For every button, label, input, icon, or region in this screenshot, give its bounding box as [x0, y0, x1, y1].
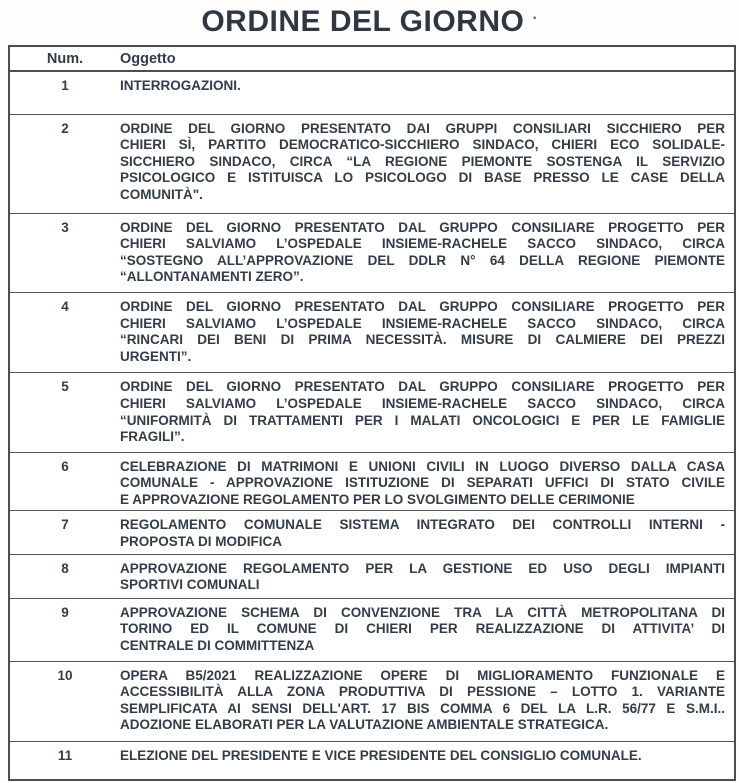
row-num: 8 — [61, 560, 69, 576]
row-text — [120, 459, 734, 509]
text-line: PROPOSTA DI MODIFICA — [120, 534, 282, 550]
table-row — [10, 214, 734, 293]
row-num: 6 — [61, 458, 69, 474]
text-line: APPROVAZIONE SCHEMA DI CONVENZIONE TRA LA CITTÀ METROPOLITANA DI — [120, 604, 725, 620]
text-line: ADOZIONE ELABORATI PER LA VALUTAZIONE AMBIENTALE STRATEGICA. — [120, 717, 609, 733]
text-line: FRAGILI”. — [120, 429, 185, 445]
text-line: ORDINE DEL GIORNO PRESENTATO DAL GRUPPO CONSILIARE PROGETTO PER — [120, 298, 725, 314]
text-line: ORDINE DEL GIORNO PRESENTATO DAL GRUPPO CONSILIARE PROGETTO PER — [120, 379, 725, 395]
text-line: CHIERI SALVIAMO L’OSPEDALE INSIEME-RACHELE SACCO SINDACO, CIRCA — [120, 395, 725, 411]
row-num: 2 — [61, 120, 69, 136]
row-num: 1 — [61, 78, 69, 93]
row-text — [120, 299, 734, 365]
table-row — [10, 555, 734, 599]
row-text — [120, 78, 734, 95]
row-text — [120, 379, 734, 445]
table-row — [10, 72, 734, 115]
text-line: “RINCARI DEI BENI DI PRIMA NECESSITÀ. MISURE DI CALMIERE DEI PREZZI — [120, 332, 725, 348]
text-line: SICCHIERO SINDACO, CIRCA “LA REGIONE PIEMONTE SOSTENGA IL SERVIZIO — [120, 153, 725, 169]
title-row — [0, 0, 739, 43]
text-line: CHIERI SALVIAMO L’OSPEDALE INSIEME-RACHELE SACCO SINDACO, CIRCA — [120, 315, 725, 331]
text-line: SPORTIVI COMUNALI — [120, 577, 260, 593]
text-line: PSICOLOGICO E ISTITUISCA LO PSICOLOGO DI BASE PRESSO LE CASE DELLA — [120, 170, 725, 186]
text-line: “ALLONTANAMENTI ZERO”. — [120, 269, 304, 285]
text-line: “UNIFORMITÀ DI TRATTAMENTI PER I MALATI ONCOLOGICI E PER LE FAMIGLIE — [120, 412, 725, 428]
text-line: CENTRALE DI COMMITTENZA — [120, 638, 315, 654]
row-num: 11 — [57, 748, 73, 763]
text-line: ORDINE DEL GIORNO PRESENTATO DAL GRUPPO CONSILIARE PROGETTO PER — [120, 219, 725, 235]
text-line: REGOLAMENTO COMUNALE SISTEMA INTEGRATO DEI CONTROLLI INTERNI - — [120, 517, 725, 533]
table-row — [10, 742, 734, 779]
table-row — [10, 293, 734, 373]
table-row — [10, 115, 734, 214]
table-row — [10, 453, 734, 512]
row-text — [120, 121, 734, 204]
header-oggetto: Oggetto — [120, 51, 176, 67]
row-num: 3 — [61, 219, 69, 235]
title-dot-mark: · — [532, 10, 538, 27]
text-line: INTERROGAZIONI. — [120, 78, 241, 93]
text-line: E APPROVAZIONE REGOLAMENTO PER LO SVOLGIMENTO DELLE CERIMONIE — [120, 491, 635, 507]
text-line: CELEBRAZIONE DI MATRIMONI E UNIONI CIVILI IN LUOGO DIVERSO DALLA CASA — [120, 458, 725, 474]
text-line: COMUNITÀ". — [120, 186, 203, 202]
row-text — [120, 605, 734, 655]
table-row — [10, 599, 734, 662]
header-num: Num. — [46, 51, 84, 67]
text-line: CHIERI SALVIAMO L’OSPEDALE INSIEME-RACHELE SACCO SINDACO, CIRCA — [120, 236, 725, 252]
text-line: ELEZIONE DEL PRESIDENTE E VICE PRESIDENTE DEL CONSIGLIO COMUNALE. — [120, 748, 642, 763]
row-text — [120, 748, 734, 765]
table-row — [10, 373, 734, 452]
row-num: 5 — [61, 379, 69, 395]
page-title: ORDINE DEL GIORNO — [201, 5, 525, 38]
text-line: OPERA B5/2021 REALIZZAZIONE OPERE DI MIGLIORAMENTO FUNZIONALE E — [120, 667, 725, 683]
text-line: ACCESSIBILITÀ ALLA ZONA PRODUTTIVA DI PESSIONE – LOTTO 1. VARIANTE — [120, 684, 725, 700]
agenda-table — [8, 45, 736, 781]
text-line: “SOSTEGNO ALL’APPROVAZIONE DEL DDLR N° 64 DELLA REGIONE PIEMONTE — [120, 252, 725, 268]
table-row — [10, 662, 734, 742]
row-num: 9 — [61, 604, 69, 620]
row-text — [120, 668, 734, 734]
text-line: APPROVAZIONE REGOLAMENTO PER LA GESTIONE ED USO DEGLI IMPIANTI — [120, 560, 725, 576]
text-line: URGENTI”. — [120, 348, 192, 364]
table-row — [10, 511, 734, 554]
text-line: SEMPLIFICATA AI SENSI DELL'ART. 17 BIS COMMA 6 DEL LA L.R. 56/77 E S.M.I.. — [120, 700, 725, 716]
row-text — [120, 517, 734, 550]
row-num: 7 — [61, 517, 69, 533]
text-line: TORINO ED IL COMUNE DI CHIERI PER REALIZZAZIONE DI ATTIVITA’ DI — [120, 621, 725, 637]
text-line: ORDINE DEL GIORNO PRESENTATO DAI GRUPPI CONSILIARI SICCHIERO PER — [120, 120, 725, 136]
row-text — [120, 220, 734, 286]
text-line: COMUNALE - APPROVAZIONE ISTITUZIONE DI SEPARATI UFFICI DI STATO CIVILE — [120, 475, 725, 491]
row-num: 4 — [61, 298, 69, 314]
table-header-row — [10, 47, 734, 72]
table-rows — [10, 72, 734, 779]
text-line: CHIERI SÌ, PARTITO DEMOCRATICO-SICCHIERO SINDACO, CHIERI ECO SOLIDALE- — [120, 137, 725, 153]
row-text — [120, 561, 734, 594]
row-num: 10 — [57, 667, 73, 683]
